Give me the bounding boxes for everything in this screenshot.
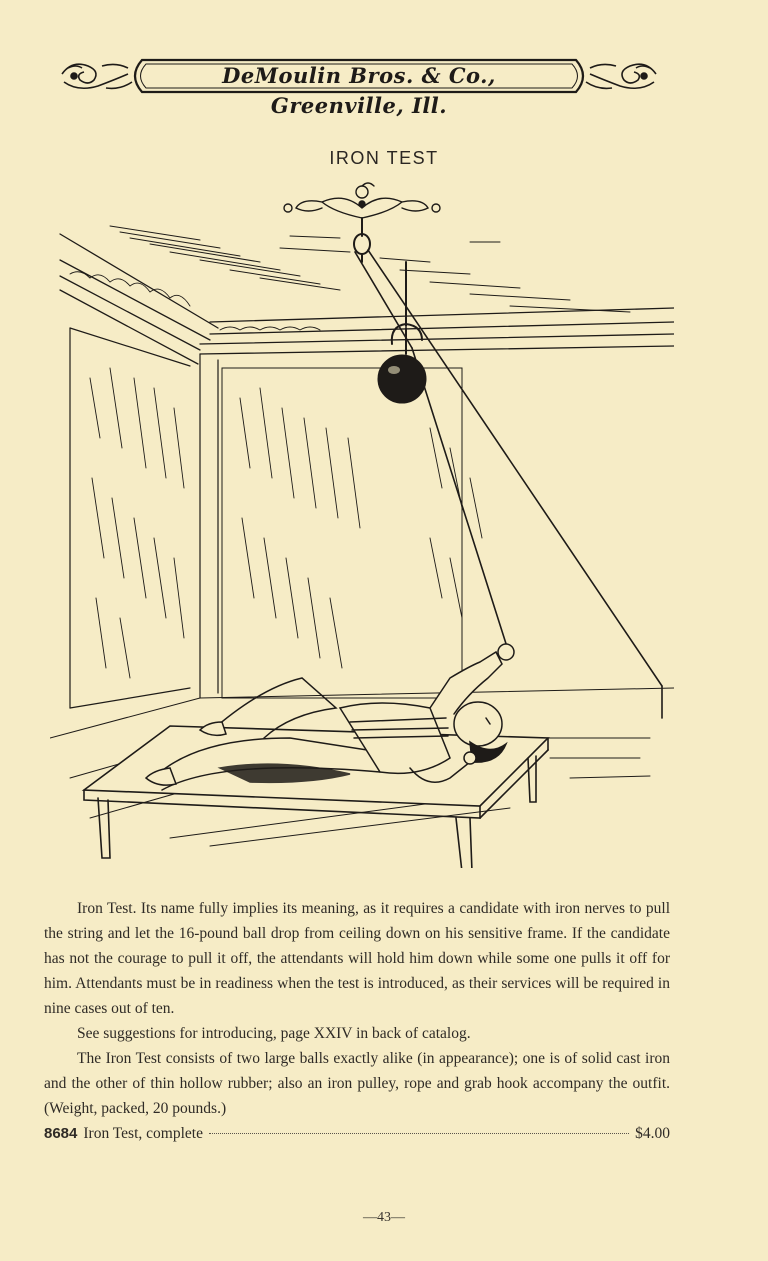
dot-leader [209, 1133, 629, 1134]
left-scroll-ornament [62, 64, 132, 88]
back-wall-hatching [240, 388, 482, 668]
price-line [44, 1121, 670, 1146]
iron-ball [378, 355, 426, 403]
item-number: 8684 [44, 1125, 78, 1142]
page-number: —43— [363, 1210, 405, 1225]
cornice [60, 234, 674, 364]
header-banner [58, 52, 660, 118]
item-name: Iron Test, complete [83, 1125, 203, 1142]
firm-name: DeMoulin Bros. & Co., Greenville, Ill. [222, 63, 496, 118]
paragraph-description: Iron Test. Its name fully implies its meaning, as it requires a candidate with iron nerves to pull the string and let the 16-pound ball drop from ceiling down on his sensitive frame. If the candidate has not the courage to pull it off, the attendants will hold him down while some one pulls it off for him. Attendants must be in readiness when the test is introduced, as their services will be required in nine cases out of ten. [44, 900, 670, 1017]
left-wall-hatching [90, 368, 184, 678]
iron-test-illustration [50, 178, 674, 868]
page-title: IRON TEST [329, 148, 439, 168]
ceiling-rosette [284, 183, 440, 218]
paragraph-contents: The Iron Test consists of two large balls exactly alike (in appearance); one is of solid cast iron and the other of thin hollow rubber; also an iron pulley, rope and grab hook accompany the outfit. (Weight, packed, 20 pounds.) [44, 1050, 670, 1117]
right-scroll-ornament [586, 64, 656, 88]
item-price: $4.00 [635, 1125, 670, 1142]
description-text [44, 896, 670, 1146]
paragraph-suggestions: See suggestions for introducing, page XXIV in back of catalog. [77, 1025, 471, 1042]
